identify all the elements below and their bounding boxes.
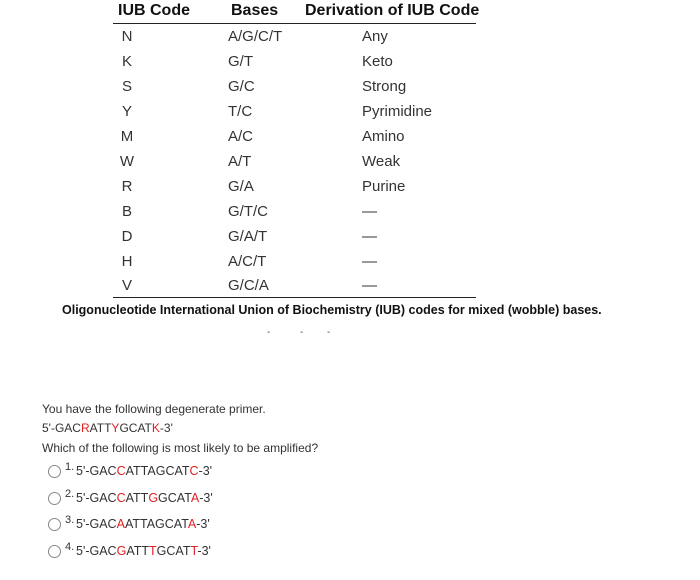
table-row: [0, 203, 700, 228]
answer-option-4[interactable]: [48, 542, 448, 562]
row-code: W: [119, 153, 135, 170]
primer-wobble-base: Y: [111, 421, 120, 435]
primer-segment: -3': [159, 421, 173, 435]
option-number: 2.: [65, 488, 75, 500]
option-sequence: [76, 544, 211, 558]
table-row: [0, 128, 700, 153]
sequence-segment: GCAT: [155, 517, 188, 531]
row-bases: A/C: [228, 128, 254, 145]
stray-dash-mark: -: [300, 327, 304, 338]
table-caption: Oligonucleotide International Union of Biochemistry (IUB) codes for mixed (wobble) bases.: [62, 303, 602, 317]
table-row: [0, 153, 700, 178]
row-derivation: Amino: [362, 128, 405, 145]
primer-segment: ATT: [89, 421, 112, 435]
table-row: [0, 277, 700, 302]
radio-button[interactable]: [48, 465, 61, 478]
row-bases: G/T: [228, 53, 253, 70]
table-row: [0, 228, 700, 253]
highlighted-base: T: [149, 544, 157, 558]
option-sequence: [76, 517, 210, 531]
row-bases: A/G/C/T: [228, 28, 283, 45]
row-bases: A/C/T: [228, 253, 267, 270]
table-row: [0, 253, 700, 278]
row-bases: T/C: [228, 103, 253, 120]
row-code: H: [121, 253, 133, 270]
footer-rule: [113, 297, 476, 298]
highlighted-base: G: [116, 544, 127, 558]
radio-button[interactable]: [48, 492, 61, 505]
row-bases: G/C: [228, 78, 255, 95]
row-derivation: Weak: [362, 153, 401, 170]
row-derivation: Purine: [362, 178, 406, 195]
header-rule: [113, 23, 476, 24]
highlighted-base: C: [189, 464, 199, 478]
question-intro: You have the following degenerate primer.: [42, 402, 266, 416]
row-code: D: [121, 228, 133, 245]
row-code: N: [121, 28, 133, 45]
row-derivation: Strong: [362, 78, 407, 95]
primer-wobble-base: K: [151, 421, 160, 435]
row-bases: G/C/A: [228, 277, 269, 294]
table-row: [0, 53, 700, 78]
sequence-segment: GCAT: [155, 464, 190, 478]
stray-dash-mark: -: [327, 327, 331, 338]
highlighted-base: G: [148, 491, 159, 505]
highlighted-base: C: [116, 464, 126, 478]
primer-segment: 5'-GAC: [42, 421, 81, 435]
option-sequence: [76, 464, 212, 478]
row-code: V: [121, 277, 132, 294]
highlighted-base: T: [190, 544, 198, 558]
row-code: R: [121, 178, 133, 195]
row-code: K: [121, 53, 132, 70]
row-derivation: —: [362, 203, 377, 220]
table-row: [0, 103, 700, 128]
answer-option-3[interactable]: [48, 515, 448, 535]
row-derivation: Pyrimidine: [362, 103, 433, 120]
header-iub-code: IUB Code: [118, 2, 190, 19]
sequence-segment: ATT: [126, 544, 150, 558]
row-bases: G/T/C: [228, 203, 268, 220]
row-code: Y: [121, 103, 132, 120]
sequence-segment: ATT: [125, 491, 149, 505]
sequence-segment: -3': [198, 464, 213, 478]
sequence-segment: 5'-GAC: [76, 544, 117, 558]
option-sequence: [76, 491, 213, 505]
primer-segment: GCAT: [119, 421, 152, 435]
option-number: 1.: [65, 461, 75, 473]
row-code: M: [120, 128, 134, 145]
sequence-segment: ATTA: [125, 464, 156, 478]
primer-wobble-base: R: [80, 421, 90, 435]
radio-button[interactable]: [48, 545, 61, 558]
row-bases: G/A: [228, 178, 254, 195]
header-derivation: Derivation of IUB Code: [305, 2, 480, 19]
option-number: 4.: [65, 541, 75, 553]
table-row: [0, 178, 700, 203]
sequence-segment: -3': [199, 491, 213, 505]
stray-dash-mark: -: [267, 327, 271, 338]
table-row: [0, 78, 700, 103]
sequence-segment: GCAT: [158, 491, 191, 505]
option-number: 3.: [65, 514, 75, 526]
row-code: B: [121, 203, 132, 220]
radio-button[interactable]: [48, 518, 61, 531]
row-derivation: —: [362, 253, 377, 270]
header-bases: Bases: [231, 2, 279, 19]
highlighted-base: C: [116, 491, 126, 505]
sequence-segment: 5'-GAC: [76, 464, 117, 478]
highlighted-base: A: [116, 517, 125, 531]
row-bases: G/A/T: [228, 228, 268, 245]
answer-option-2[interactable]: [48, 489, 448, 509]
sequence-segment: 5'-GAC: [76, 491, 117, 505]
highlighted-base: A: [190, 491, 200, 505]
row-derivation: —: [362, 277, 377, 294]
highlighted-base: A: [187, 517, 197, 531]
sequence-segment: -3': [196, 517, 210, 531]
sequence-segment: 5'-GAC: [76, 517, 117, 531]
row-derivation: Any: [362, 28, 388, 45]
question-prompt: Which of the following is most likely to be amplified?: [42, 441, 319, 455]
sequence-segment: ATTA: [124, 517, 156, 531]
sequence-segment: -3': [197, 544, 211, 558]
row-derivation: Keto: [362, 53, 393, 70]
row-derivation: —: [362, 228, 377, 245]
degenerate-primer: [42, 421, 173, 435]
row-bases: A/T: [228, 153, 252, 170]
table-row: [0, 28, 700, 53]
sequence-segment: GCAT: [156, 544, 191, 558]
answer-option-1[interactable]: [48, 462, 448, 482]
row-code: S: [121, 78, 132, 95]
